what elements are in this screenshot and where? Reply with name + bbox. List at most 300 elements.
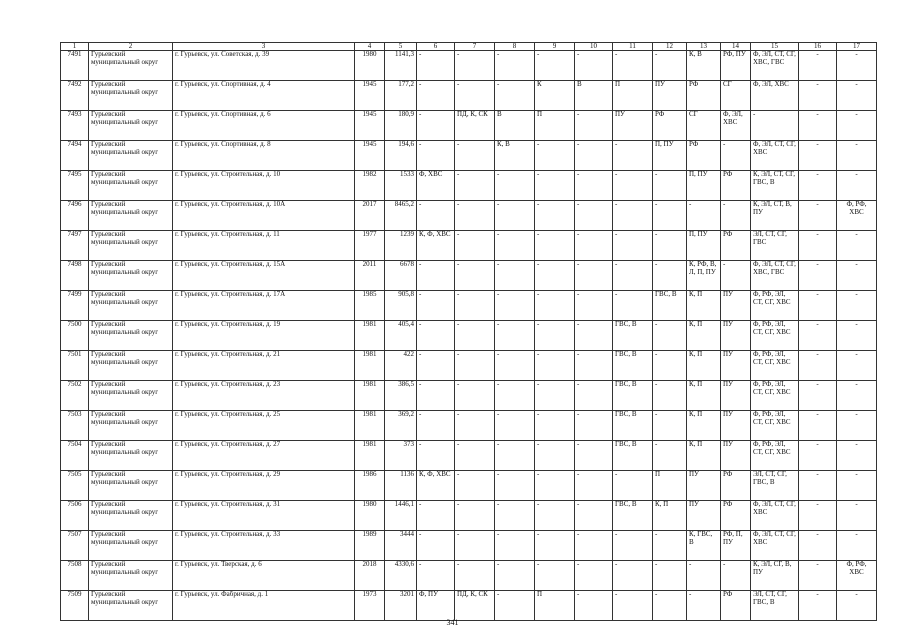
- table-row: [61, 291, 877, 321]
- col-15-cell: Ф, ЭЛ, СТ, СГ, ХВС: [751, 531, 799, 561]
- col-17-cell: -: [837, 501, 877, 531]
- address-cell: г. Гурьевск, ул. Строительная, д. 25: [173, 411, 355, 441]
- col-16-cell: -: [799, 351, 837, 381]
- col-14-cell: РФ: [721, 231, 751, 261]
- col-13-cell: К, РФ, В, Л, П, ПУ: [687, 261, 721, 291]
- col-12-cell: РФ: [653, 111, 687, 141]
- col-15-cell: Ф, РФ, ЭЛ, СТ, СГ, ХВС: [751, 291, 799, 321]
- district-cell: Гурьевский муниципальный округ: [89, 501, 173, 531]
- column-number-row: [61, 43, 877, 51]
- col-6-cell: -: [417, 531, 455, 561]
- col-6-cell: Ф, ХВС: [417, 171, 455, 201]
- col-14-cell: РФ, П, ПУ: [721, 531, 751, 561]
- district-cell: Гурьевский муниципальный округ: [89, 411, 173, 441]
- table-row: [61, 171, 877, 201]
- column-header: 9: [535, 43, 575, 51]
- district-cell: Гурьевский муниципальный округ: [89, 471, 173, 501]
- col-6-cell: -: [417, 321, 455, 351]
- col-17-cell: -: [837, 531, 877, 561]
- col-13-cell: К, П: [687, 381, 721, 411]
- address-cell: г. Гурьевск, ул. Строительная, д. 31: [173, 501, 355, 531]
- area-cell: 3444: [385, 531, 417, 561]
- area-cell: 1141,3: [385, 51, 417, 81]
- col-13-cell: К, В: [687, 51, 721, 81]
- area-cell: 1446,1: [385, 501, 417, 531]
- address-cell: г. Гурьевск, ул. Строительная, д. 15А: [173, 261, 355, 291]
- col-8-cell: -: [495, 471, 535, 501]
- col-8-cell: -: [495, 381, 535, 411]
- address-cell: г. Гурьевск, ул. Фабричная, д. 1: [173, 591, 355, 621]
- col-8-cell: -: [495, 441, 535, 471]
- col-7-cell: -: [455, 201, 495, 231]
- area-cell: 905,8: [385, 291, 417, 321]
- row-number: 7498: [61, 261, 89, 291]
- col-7-cell: -: [455, 231, 495, 261]
- col-8-cell: -: [495, 501, 535, 531]
- column-header: 14: [721, 43, 751, 51]
- col-9-cell: -: [535, 171, 575, 201]
- address-cell: г. Гурьевск, ул. Строительная, д. 21: [173, 351, 355, 381]
- row-number: 7492: [61, 81, 89, 111]
- address-cell: г. Гурьевск, ул. Спортивная, д. 8: [173, 141, 355, 171]
- district-cell: Гурьевский муниципальный округ: [89, 381, 173, 411]
- table-row: [61, 51, 877, 81]
- col-9-cell: П: [535, 111, 575, 141]
- col-16-cell: -: [799, 231, 837, 261]
- document-page: [60, 42, 877, 621]
- address-cell: г. Гурьевск, ул. Строительная, д. 19: [173, 321, 355, 351]
- col-12-cell: П: [653, 471, 687, 501]
- year-cell: 1945: [355, 141, 385, 171]
- row-number: 7494: [61, 141, 89, 171]
- col-17-cell: -: [837, 231, 877, 261]
- column-header: 4: [355, 43, 385, 51]
- col-6-cell: -: [417, 111, 455, 141]
- col-17-cell: -: [837, 261, 877, 291]
- col-7-cell: -: [455, 261, 495, 291]
- col-9-cell: -: [535, 441, 575, 471]
- area-cell: 1136: [385, 471, 417, 501]
- row-number: 7495: [61, 171, 89, 201]
- col-7-cell: -: [455, 51, 495, 81]
- col-16-cell: -: [799, 201, 837, 231]
- col-8-cell: -: [495, 51, 535, 81]
- col-7-cell: -: [455, 501, 495, 531]
- col-12-cell: -: [653, 321, 687, 351]
- address-cell: г. Гурьевск, ул. Тверская, д. 6: [173, 561, 355, 591]
- district-cell: Гурьевский муниципальный округ: [89, 441, 173, 471]
- col-14-cell: РФ: [721, 501, 751, 531]
- col-14-cell: РФ: [721, 471, 751, 501]
- col-13-cell: РФ: [687, 141, 721, 171]
- col-16-cell: -: [799, 111, 837, 141]
- col-11-cell: ПУ: [613, 111, 653, 141]
- address-cell: г. Гурьевск, ул. Строительная, д. 10: [173, 171, 355, 201]
- col-9-cell: -: [535, 411, 575, 441]
- table-row: [61, 411, 877, 441]
- col-10-cell: -: [575, 561, 613, 591]
- table-row: [61, 441, 877, 471]
- row-number: 7501: [61, 351, 89, 381]
- col-9-cell: -: [535, 51, 575, 81]
- col-17-cell: -: [837, 51, 877, 81]
- col-14-cell: -: [721, 141, 751, 171]
- year-cell: 1981: [355, 381, 385, 411]
- row-number: 7507: [61, 531, 89, 561]
- col-17-cell: -: [837, 171, 877, 201]
- col-8-cell: -: [495, 561, 535, 591]
- col-16-cell: -: [799, 261, 837, 291]
- col-17-cell: -: [837, 381, 877, 411]
- col-10-cell: -: [575, 351, 613, 381]
- col-16-cell: -: [799, 381, 837, 411]
- col-9-cell: -: [535, 501, 575, 531]
- table-row: [61, 501, 877, 531]
- col-11-cell: ГВС, В: [613, 351, 653, 381]
- table-row: [61, 531, 877, 561]
- table-row: [61, 351, 877, 381]
- row-number: 7499: [61, 291, 89, 321]
- year-cell: 2017: [355, 201, 385, 231]
- col-8-cell: В: [495, 111, 535, 141]
- address-cell: г. Гурьевск, ул. Строительная, д. 33: [173, 531, 355, 561]
- district-cell: Гурьевский муниципальный округ: [89, 141, 173, 171]
- col-6-cell: -: [417, 141, 455, 171]
- address-cell: г. Гурьевск, ул. Спортивная, д. 6: [173, 111, 355, 141]
- col-13-cell: К, ГВС, В: [687, 531, 721, 561]
- col-9-cell: -: [535, 261, 575, 291]
- col-11-cell: ГВС, В: [613, 441, 653, 471]
- col-15-cell: К, ЭЛ, СГ, В, ПУ: [751, 561, 799, 591]
- col-11-cell: -: [613, 531, 653, 561]
- col-6-cell: -: [417, 381, 455, 411]
- year-cell: 1989: [355, 531, 385, 561]
- col-14-cell: ПУ: [721, 381, 751, 411]
- col-6-cell: -: [417, 291, 455, 321]
- col-11-cell: -: [613, 171, 653, 201]
- col-10-cell: -: [575, 321, 613, 351]
- col-13-cell: П, ПУ: [687, 231, 721, 261]
- col-15-cell: Ф, ЭЛ, ХВС: [751, 81, 799, 111]
- column-header: 13: [687, 43, 721, 51]
- col-8-cell: -: [495, 171, 535, 201]
- col-14-cell: ПУ: [721, 411, 751, 441]
- col-12-cell: -: [653, 351, 687, 381]
- address-cell: г. Гурьевск, ул. Строительная, д. 23: [173, 381, 355, 411]
- col-15-cell: Ф, РФ, ЭЛ, СТ, СГ, ХВС: [751, 441, 799, 471]
- column-header: 1: [61, 43, 89, 51]
- col-6-cell: -: [417, 351, 455, 381]
- col-12-cell: -: [653, 231, 687, 261]
- col-11-cell: -: [613, 561, 653, 591]
- col-13-cell: ПУ: [687, 471, 721, 501]
- col-17-cell: -: [837, 81, 877, 111]
- col-14-cell: -: [721, 261, 751, 291]
- col-8-cell: -: [495, 321, 535, 351]
- col-12-cell: -: [653, 171, 687, 201]
- area-cell: 194,6: [385, 141, 417, 171]
- col-17-cell: -: [837, 111, 877, 141]
- year-cell: 1981: [355, 441, 385, 471]
- area-cell: 8465,2: [385, 201, 417, 231]
- table-row: [61, 81, 877, 111]
- area-cell: 4330,6: [385, 561, 417, 591]
- col-14-cell: ПУ: [721, 291, 751, 321]
- col-10-cell: -: [575, 291, 613, 321]
- column-header: 17: [837, 43, 877, 51]
- year-cell: 1981: [355, 411, 385, 441]
- col-13-cell: СГ: [687, 111, 721, 141]
- col-12-cell: -: [653, 441, 687, 471]
- col-9-cell: П: [535, 591, 575, 621]
- row-number: 7503: [61, 411, 89, 441]
- table-row: [61, 561, 877, 591]
- col-6-cell: К, Ф, ХВС: [417, 471, 455, 501]
- address-cell: г. Гурьевск, ул. Строительная, д. 17А: [173, 291, 355, 321]
- col-15-cell: Ф, РФ, ЭЛ, СТ, СГ, ХВС: [751, 411, 799, 441]
- col-14-cell: РФ: [721, 171, 751, 201]
- col-6-cell: -: [417, 441, 455, 471]
- row-number: 7493: [61, 111, 89, 141]
- col-10-cell: -: [575, 201, 613, 231]
- area-cell: 369,2: [385, 411, 417, 441]
- district-cell: Гурьевский муниципальный округ: [89, 51, 173, 81]
- column-header: 11: [613, 43, 653, 51]
- col-8-cell: -: [495, 411, 535, 441]
- col-7-cell: -: [455, 381, 495, 411]
- col-13-cell: РФ: [687, 81, 721, 111]
- col-14-cell: СГ: [721, 81, 751, 111]
- col-15-cell: -: [751, 111, 799, 141]
- district-cell: Гурьевский муниципальный округ: [89, 591, 173, 621]
- col-12-cell: -: [653, 531, 687, 561]
- col-13-cell: ПУ: [687, 501, 721, 531]
- col-10-cell: -: [575, 591, 613, 621]
- area-cell: 1239: [385, 231, 417, 261]
- col-12-cell: ГВС, В: [653, 291, 687, 321]
- col-17-cell: -: [837, 471, 877, 501]
- col-15-cell: Ф, РФ, ЭЛ, СТ, СГ, ХВС: [751, 381, 799, 411]
- col-16-cell: -: [799, 321, 837, 351]
- col-11-cell: -: [613, 291, 653, 321]
- col-16-cell: -: [799, 531, 837, 561]
- col-10-cell: -: [575, 531, 613, 561]
- table-row: [61, 111, 877, 141]
- col-13-cell: К, П: [687, 291, 721, 321]
- col-14-cell: ПУ: [721, 441, 751, 471]
- area-cell: 386,5: [385, 381, 417, 411]
- col-6-cell: -: [417, 201, 455, 231]
- year-cell: 1982: [355, 171, 385, 201]
- row-number: 7506: [61, 501, 89, 531]
- column-header: 5: [385, 43, 417, 51]
- table-row: [61, 591, 877, 621]
- district-cell: Гурьевский муниципальный округ: [89, 231, 173, 261]
- col-7-cell: ПД, К, СК: [455, 111, 495, 141]
- col-12-cell: -: [653, 51, 687, 81]
- address-cell: г. Гурьевск, ул. Советская, д. 39: [173, 51, 355, 81]
- year-cell: 1985: [355, 291, 385, 321]
- col-11-cell: ГВС, В: [613, 501, 653, 531]
- col-16-cell: -: [799, 171, 837, 201]
- year-cell: 1986: [355, 471, 385, 501]
- col-12-cell: К, П: [653, 501, 687, 531]
- col-13-cell: К, П: [687, 351, 721, 381]
- col-16-cell: -: [799, 291, 837, 321]
- col-13-cell: -: [687, 591, 721, 621]
- col-8-cell: -: [495, 531, 535, 561]
- district-cell: Гурьевский муниципальный округ: [89, 531, 173, 561]
- col-14-cell: ПУ: [721, 321, 751, 351]
- table-row: [61, 321, 877, 351]
- col-6-cell: -: [417, 51, 455, 81]
- col-11-cell: ГВС, В: [613, 321, 653, 351]
- col-7-cell: -: [455, 351, 495, 381]
- col-12-cell: -: [653, 381, 687, 411]
- col-17-cell: -: [837, 291, 877, 321]
- col-6-cell: -: [417, 561, 455, 591]
- col-10-cell: -: [575, 141, 613, 171]
- col-7-cell: -: [455, 171, 495, 201]
- col-11-cell: ГВС, В: [613, 411, 653, 441]
- col-11-cell: ГВС, В: [613, 381, 653, 411]
- col-11-cell: -: [613, 261, 653, 291]
- col-16-cell: -: [799, 81, 837, 111]
- page-number: 341: [446, 618, 459, 627]
- col-12-cell: -: [653, 201, 687, 231]
- col-11-cell: П: [613, 81, 653, 111]
- column-header: 2: [89, 43, 173, 51]
- col-9-cell: -: [535, 351, 575, 381]
- col-8-cell: К, В: [495, 141, 535, 171]
- col-15-cell: К, ЭЛ, СТ, СГ, ГВС, В: [751, 171, 799, 201]
- col-12-cell: -: [653, 591, 687, 621]
- col-7-cell: -: [455, 81, 495, 111]
- col-8-cell: -: [495, 261, 535, 291]
- col-11-cell: -: [613, 201, 653, 231]
- col-15-cell: ЭЛ, СТ, СГ, ГВС, В: [751, 591, 799, 621]
- col-8-cell: -: [495, 591, 535, 621]
- year-cell: 1981: [355, 321, 385, 351]
- row-number: 7502: [61, 381, 89, 411]
- area-cell: 373: [385, 441, 417, 471]
- district-cell: Гурьевский муниципальный округ: [89, 201, 173, 231]
- col-13-cell: -: [687, 561, 721, 591]
- col-10-cell: -: [575, 231, 613, 261]
- address-cell: г. Гурьевск, ул. Строительная, д. 29: [173, 471, 355, 501]
- area-cell: 180,9: [385, 111, 417, 141]
- col-16-cell: -: [799, 51, 837, 81]
- register-table: [60, 42, 877, 621]
- col-10-cell: -: [575, 171, 613, 201]
- col-12-cell: -: [653, 261, 687, 291]
- row-number: 7497: [61, 231, 89, 261]
- col-9-cell: -: [535, 381, 575, 411]
- col-7-cell: ПД, К, СК: [455, 591, 495, 621]
- col-8-cell: -: [495, 231, 535, 261]
- district-cell: Гурьевский муниципальный округ: [89, 561, 173, 591]
- year-cell: 1945: [355, 111, 385, 141]
- year-cell: 1981: [355, 351, 385, 381]
- col-13-cell: П, ПУ: [687, 171, 721, 201]
- col-14-cell: -: [721, 201, 751, 231]
- col-10-cell: -: [575, 441, 613, 471]
- col-9-cell: -: [535, 201, 575, 231]
- col-10-cell: -: [575, 411, 613, 441]
- table-body: [61, 51, 877, 621]
- col-16-cell: -: [799, 141, 837, 171]
- col-16-cell: -: [799, 411, 837, 441]
- col-17-cell: -: [837, 351, 877, 381]
- district-cell: Гурьевский муниципальный округ: [89, 171, 173, 201]
- col-6-cell: К, Ф, ХВС: [417, 231, 455, 261]
- district-cell: Гурьевский муниципальный округ: [89, 321, 173, 351]
- col-8-cell: -: [495, 201, 535, 231]
- year-cell: 1977: [355, 231, 385, 261]
- col-10-cell: -: [575, 501, 613, 531]
- col-10-cell: -: [575, 381, 613, 411]
- year-cell: 2018: [355, 561, 385, 591]
- col-9-cell: -: [535, 321, 575, 351]
- row-number: 7508: [61, 561, 89, 591]
- col-12-cell: -: [653, 561, 687, 591]
- col-16-cell: -: [799, 561, 837, 591]
- year-cell: 1980: [355, 501, 385, 531]
- col-10-cell: -: [575, 471, 613, 501]
- col-9-cell: -: [535, 561, 575, 591]
- area-cell: 6678: [385, 261, 417, 291]
- district-cell: Гурьевский муниципальный округ: [89, 261, 173, 291]
- col-17-cell: -: [837, 441, 877, 471]
- col-17-cell: Ф, РФ, ХВС: [837, 561, 877, 591]
- col-7-cell: -: [455, 411, 495, 441]
- col-17-cell: -: [837, 321, 877, 351]
- col-14-cell: Ф, ЭЛ, ХВС: [721, 111, 751, 141]
- col-9-cell: К: [535, 81, 575, 111]
- district-cell: Гурьевский муниципальный округ: [89, 351, 173, 381]
- row-number: 7500: [61, 321, 89, 351]
- col-10-cell: -: [575, 261, 613, 291]
- area-cell: 405,4: [385, 321, 417, 351]
- district-cell: Гурьевский муниципальный округ: [89, 111, 173, 141]
- col-11-cell: -: [613, 471, 653, 501]
- col-7-cell: -: [455, 441, 495, 471]
- col-15-cell: ЭЛ, СТ, СГ, ГВС: [751, 231, 799, 261]
- table-row: [61, 231, 877, 261]
- col-6-cell: -: [417, 501, 455, 531]
- col-7-cell: -: [455, 471, 495, 501]
- col-7-cell: -: [455, 291, 495, 321]
- col-14-cell: РФ: [721, 591, 751, 621]
- col-16-cell: -: [799, 441, 837, 471]
- col-15-cell: Ф, ЭЛ, СТ, СГ, ХВС, ГВС: [751, 51, 799, 81]
- col-11-cell: -: [613, 141, 653, 171]
- col-8-cell: -: [495, 81, 535, 111]
- col-6-cell: -: [417, 261, 455, 291]
- year-cell: 1945: [355, 81, 385, 111]
- col-11-cell: -: [613, 51, 653, 81]
- col-10-cell: -: [575, 111, 613, 141]
- col-11-cell: -: [613, 231, 653, 261]
- col-12-cell: -: [653, 411, 687, 441]
- col-9-cell: -: [535, 231, 575, 261]
- district-cell: Гурьевский муниципальный округ: [89, 81, 173, 111]
- col-7-cell: -: [455, 141, 495, 171]
- col-16-cell: -: [799, 501, 837, 531]
- col-15-cell: Ф, РФ, ЭЛ, СТ, СГ, ХВС: [751, 321, 799, 351]
- col-17-cell: -: [837, 411, 877, 441]
- column-header: 6: [417, 43, 455, 51]
